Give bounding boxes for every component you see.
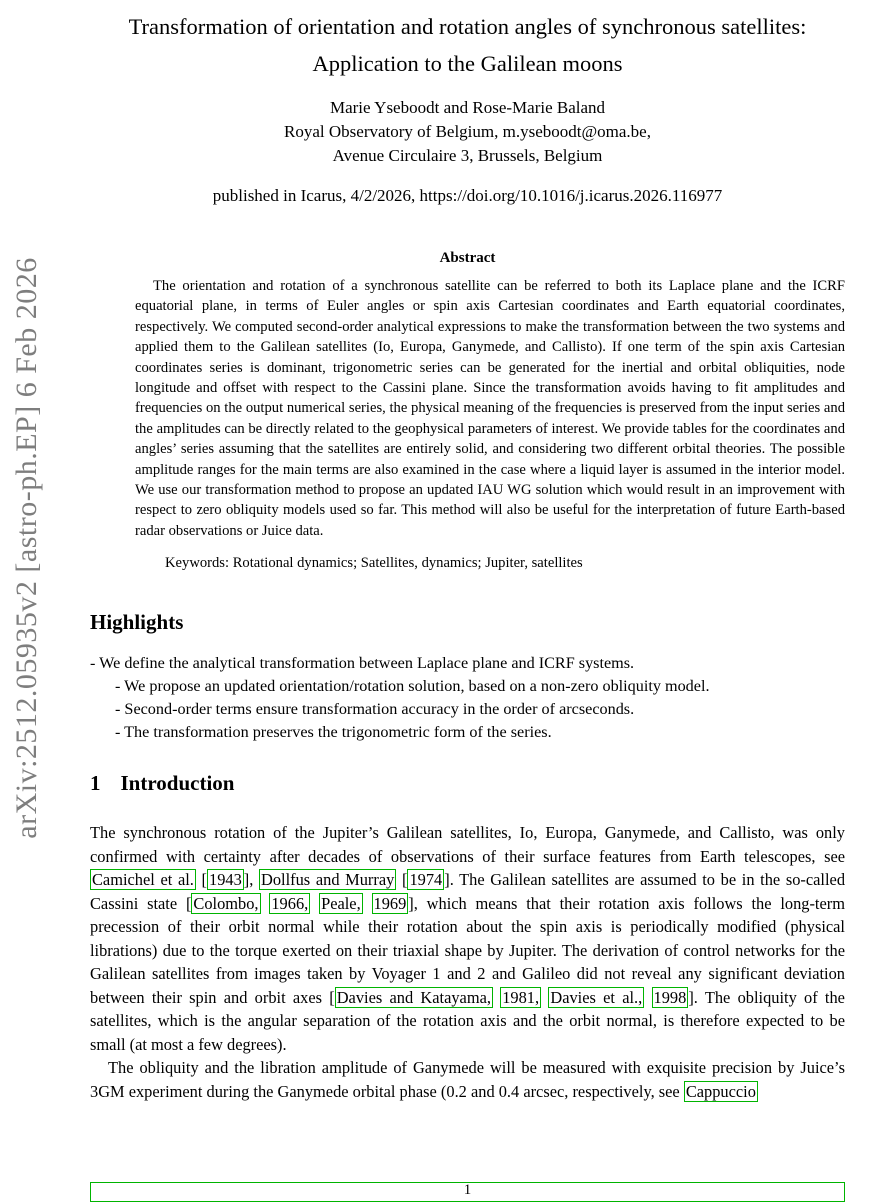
citation-link[interactable]: 1998 [653,987,687,1007]
highlights-list [90,652,845,744]
text-segment: ]. The obliquity of the satellites, which is the angular separation of the rotation axis and the orbit normal, is therefore expected to be small (at most a few degrees). [90,987,845,1054]
abstract-section [90,250,845,572]
text-segment: [ [396,870,408,890]
highlight-item: - The transformation preserves the trigonometric form of the series. [115,723,552,742]
citation-link[interactable]: Peale, [321,893,361,913]
highlights-heading: Highlights [90,610,184,635]
text-segment [310,894,319,913]
introduction-paragraph-1 [90,821,845,1056]
section-number: 1 [90,771,101,796]
arxiv-watermark: arXiv:2512.05935v2 [astro-ph.EP] 6 Feb 2026 [10,257,43,839]
citation-link[interactable]: Colombo, [193,893,259,913]
section-title: Introduction [120,771,235,796]
citation-link[interactable]: Dollfus and Murray [261,870,395,890]
citation-link[interactable]: Davies and Katayama, [336,987,491,1007]
page-number: 1 [463,1182,472,1198]
author-block [90,96,845,168]
paper-title: Transformation of orientation and rotation angles of synchronous satellites: Application to the Galilean moons [128,14,807,76]
introduction-heading [90,771,845,796]
text-segment: The synchronous rotation of the Jupiter’s Galilean satellites, Io, Europa, Ganymede, and Callisto, was only confirmed with certainty after decades of observations of their surface features from Earth telescopes, see [90,823,845,866]
citation-link[interactable]: Davies et al., [550,987,643,1007]
text-segment: ], [243,870,260,890]
abstract-heading: Abstract [439,250,496,266]
paper-page [90,0,845,1103]
citation-link[interactable]: 1969 [373,893,407,913]
text-segment [644,988,651,1007]
highlight-item: - We define the analytical transformation between Laplace plane and ICRF systems. [90,654,635,673]
text-segment: [ [195,870,208,890]
citation-link[interactable]: 1974 [409,870,443,890]
text-segment: ]. The Galilean satellites are assumed to be in the so-called Cassini state [ [90,870,846,913]
citation-link[interactable]: 1966, [271,893,309,913]
keywords-line: Keywords: Rotational dynamics; Satellites, dynamics; Jupiter, satellites [165,555,583,572]
citation-link[interactable]: 1981, [502,987,540,1007]
citation-link[interactable]: Camichel et al. [92,870,194,890]
citation-link[interactable]: Cappuccio [685,1081,756,1101]
author-address: Avenue Circulaire 3, Brussels, Belgium [332,146,603,165]
introduction-paragraph-2 [90,1056,845,1103]
author-names: Marie Yseboodt and Rose-Marie Baland [329,98,606,117]
text-segment: ], which means that their rotation axis follows the long-term precession of their orbit normal while their rotation about the spin axis is periodically modified (physical librations) due to the torque exerted on their triaxial shape by Jupiter. The derivation of control networks for the Galilean satellites from images taken by Voyager 1 and 2 and Galileo did not reveal any significant deviation between their spin and orbit axes [ [90,893,845,1007]
abstract-text: The orientation and rotation of a synchronous satellite can be referred to both its Laplace plane and the ICRF equatorial plane, in terms of Euler angles or spin axis Cartesian coordinates and Earth equatorial coordinates, respectively. We computed second-order analytical expressions to make the transformation between the two systems and applied them to the Galilean satellites (Io, Europa, Ganymede, and Callisto). If one term of the spin axis Cartesian coordinates series is dominant, trigonometric series can be generated for the inertial and orbital obliquities, node longitude and offset with respect to the Cassini plane. Since the transformation avoids having to fit amplitudes and frequencies on the output numerical series, the physical meaning of the frequencies is preserved from the input series and the amplitudes can be directly related to the geophysical parameters of interest. We provide tables for the coordinates and angles’ series assuming that the satellites are entirely solid, and considering two different orbital theories. The possible amplitude ranges for the main terms are also examined in the case where a liquid layer is assumed in the interior model. We use our transformation method to propose an updated IAU WG solution which would result in an improvement with respect to zero obliquity models used so far. This method will also be useful for the interpretation of future Earth-based radar observations or Juice data. [135,278,845,539]
citation-link[interactable]: 1943 [209,870,242,890]
text-segment [363,894,372,913]
page-number-box[interactable] [90,1182,845,1202]
highlight-item: - We propose an updated orientation/rotation solution, based on a non-zero obliquity model. [115,677,710,696]
text-segment: The obliquity and the libration amplitude of Ganymede will be measured with exquisite precision by Juice’s 3GM experiment during the Ganymede orbital phase (0.2 and 0.4 arcsec, respectively, see [90,1058,845,1101]
highlight-item: - Second-order terms ensure transformation accuracy in the order of arcseconds. [115,700,635,719]
published-line: published in Icarus, 4/2/2026, https://doi.org/10.1016/j.icarus.2026.116977 [212,186,723,205]
author-affiliation: Royal Observatory of Belgium, m.yseboodt@oma.be, [284,122,651,141]
